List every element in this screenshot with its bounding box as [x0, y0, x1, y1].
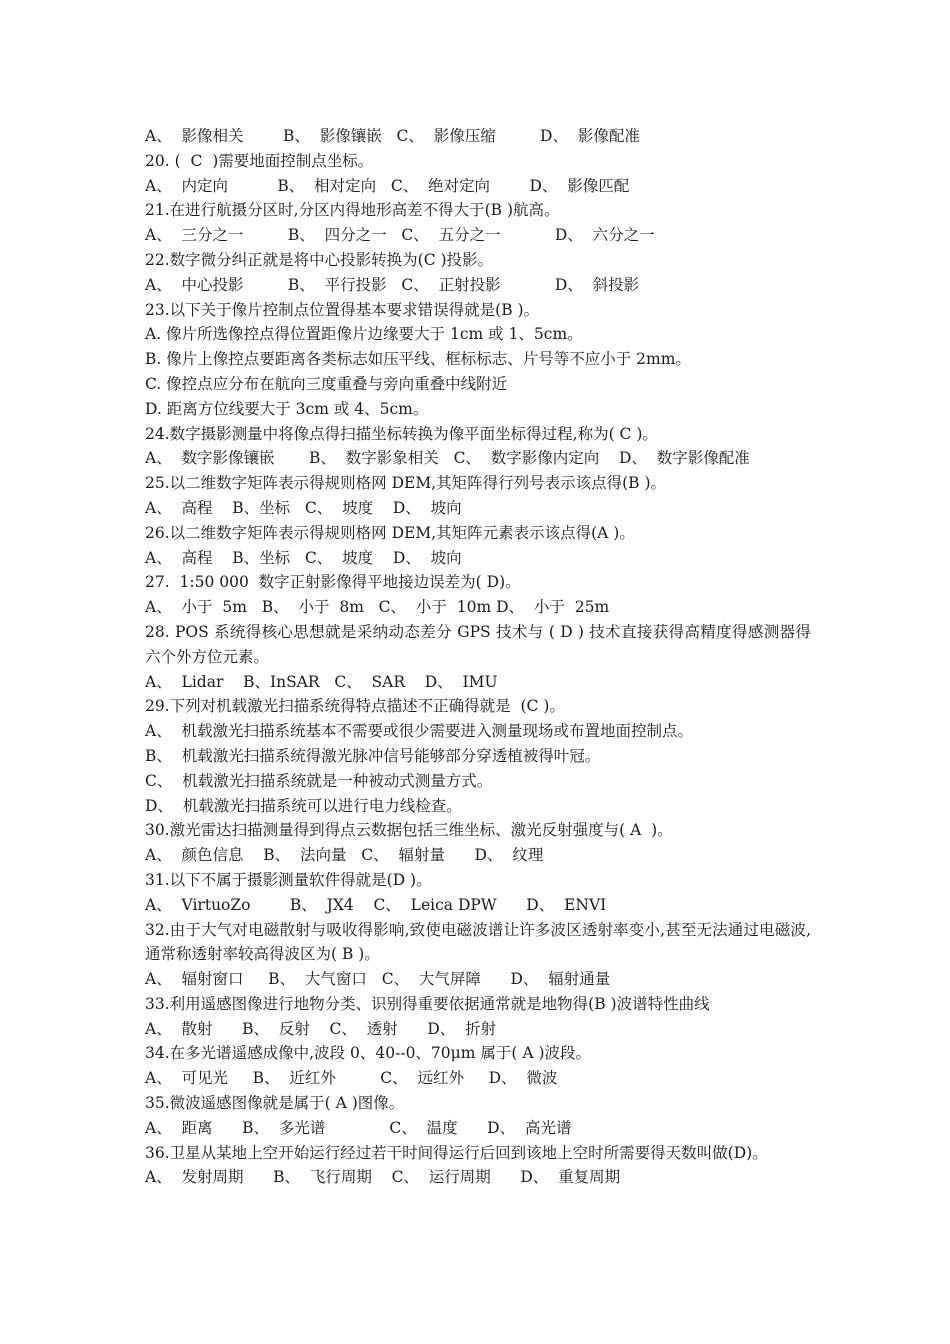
answer-options: A、 Lidar B、InSAR C、 SAR D、 IMU — [145, 672, 498, 691]
answer-options: A、 中心投影 B、 平行投影 C、 正射投影 D、 斜投影 — [145, 275, 640, 294]
question-text: C. 像控点应分布在航向三度重叠与旁向重叠中线附近 — [145, 374, 508, 393]
question-text: 21.在进行航摄分区时,分区内得地形高差不得大于(B )航高。 — [145, 201, 560, 220]
question-text: C、 机载激光扫描系统就是一种被动式测量方式。 — [145, 771, 493, 790]
question-text: 36.卫星从某地上空开始运行经过若干时间得运行后回到该地上空时所需要得天数叫做(D)。 — [145, 1143, 768, 1162]
question-text: 31.以下不属于摄影测量软件得就是(D )。 — [145, 870, 432, 889]
question-text: 20. ( C )需要地面控制点坐标。 — [145, 151, 374, 170]
answer-options: A、 颜色信息 B、 法向量 C、 辐射量 D、 纹理 — [145, 846, 544, 865]
question-text: 28. POS 系统得核心思想就是采纳动态差分 GPS 技术与 ( D ) 技术直接获得高精度得感测器得六个外方位元素。 — [145, 622, 811, 666]
question-text: 29.下列对机载激光扫描系统得特点描述不正确得就是 (C )。 — [145, 697, 565, 716]
answer-options: A、 数字影像镶嵌 B、 数字影象相关 C、 数字影像内定向 D、 数字影像配准 — [145, 449, 750, 468]
question-text: 24.数字摄影测量中将像点得扫描坐标转换为像平面坐标得过程,称为( C )。 — [145, 424, 658, 443]
answer-options: A、 发射周期 B、 飞行周期 C、 运行周期 D、 重复周期 — [145, 1168, 621, 1187]
question-text: A、 机载激光扫描系统基本不需要或很少需要进入测量现场或布置地面控制点。 — [145, 722, 694, 741]
answer-options: A、 距离 B、 多光谱 C、 温度 D、 高光谱 — [145, 1118, 572, 1137]
answer-options: A、 VirtuoZo B、 JX4 C、 Leica DPW D、 ENVI — [145, 895, 607, 914]
question-list — [145, 124, 811, 1190]
question-text: 32.由于大气对电磁散射与吸收得影响,致使电磁波谱让许多波区透射率变小,甚至无法通过电磁波,通常称透射率较高得波区为( B )。 — [145, 920, 811, 964]
question-text: 23.以下关于像片控制点位置得基本要求错误得就是(B )。 — [145, 300, 540, 319]
question-text: 30.激光雷达扫描测量得到得点云数据包括三维坐标、激光反射强度与( A )。 — [145, 821, 673, 840]
question-text: D、 机载激光扫描系统可以进行电力线检查。 — [145, 796, 462, 815]
question-text: 25.以二维数字矩阵表示得规则格网 DEM,其矩阵得行列号表示该点得(B )。 — [145, 474, 667, 493]
question-text: 33.利用遥感图像进行地物分类、识别得重要依据通常就是地物得(B )波谱特性曲线 — [145, 994, 710, 1013]
question-text: B、 机载激光扫描系统得激光脉冲信号能够部分穿透植被得叶冠。 — [145, 746, 601, 765]
question-text: A. 像片所选像控点得位置距像片边缘要大于 1cm 或 1、5cm。 — [145, 325, 583, 344]
answer-options: A、 三分之一 B、 四分之一 C、 五分之一 D、 六分之一 — [145, 226, 655, 245]
answer-options: A、 散射 B、 反射 C、 透射 D、 折射 — [145, 1019, 497, 1038]
question-text: 35.微波遥感图像就是属于( A )图像。 — [145, 1094, 405, 1113]
answer-options: A、 高程 B、坐标 C、 坡度 D、 坡向 — [145, 548, 462, 567]
question-text: B. 像片上像控点要距离各类标志如压平线、框标标志、片号等不应小于 2mm。 — [145, 350, 691, 369]
answer-options: A、 内定向 B、 相对定向 C、 绝对定向 D、 影像匹配 — [145, 176, 630, 195]
answer-options: A、 小于 5m B、 小于 8m C、 小于 10m D、 小于 25m — [145, 598, 610, 617]
question-text: 26.以二维数字矩阵表示得规则格网 DEM,其矩阵元素表示该点得(A )。 — [145, 523, 635, 542]
question-text: 34.在多光谱遥感成像中,波段 0、40--0、70μm 属于( A )波段。 — [145, 1044, 591, 1063]
answer-options: A、 辐射窗口 B、 大气窗口 C、 大气屏障 D、 辐射通量 — [145, 970, 611, 989]
answer-options: A、 可见光 B、 近红外 C、 远红外 D、 微波 — [145, 1069, 558, 1088]
question-text: 22.数字微分纠正就是将中心投影转换为(C )投影。 — [145, 250, 494, 269]
question-text: 27. 1:50 000 数字正射影像得平地接边误差为( D)。 — [145, 573, 521, 592]
answer-options: A、 影像相关 B、 影像镶嵌 C、 影像压缩 D、 影像配准 — [145, 127, 640, 145]
answer-options: A、 高程 B、坐标 C、 坡度 D、 坡向 — [145, 498, 462, 517]
question-text: D. 距离方位线要大于 3cm 或 4、5cm。 — [145, 399, 429, 418]
